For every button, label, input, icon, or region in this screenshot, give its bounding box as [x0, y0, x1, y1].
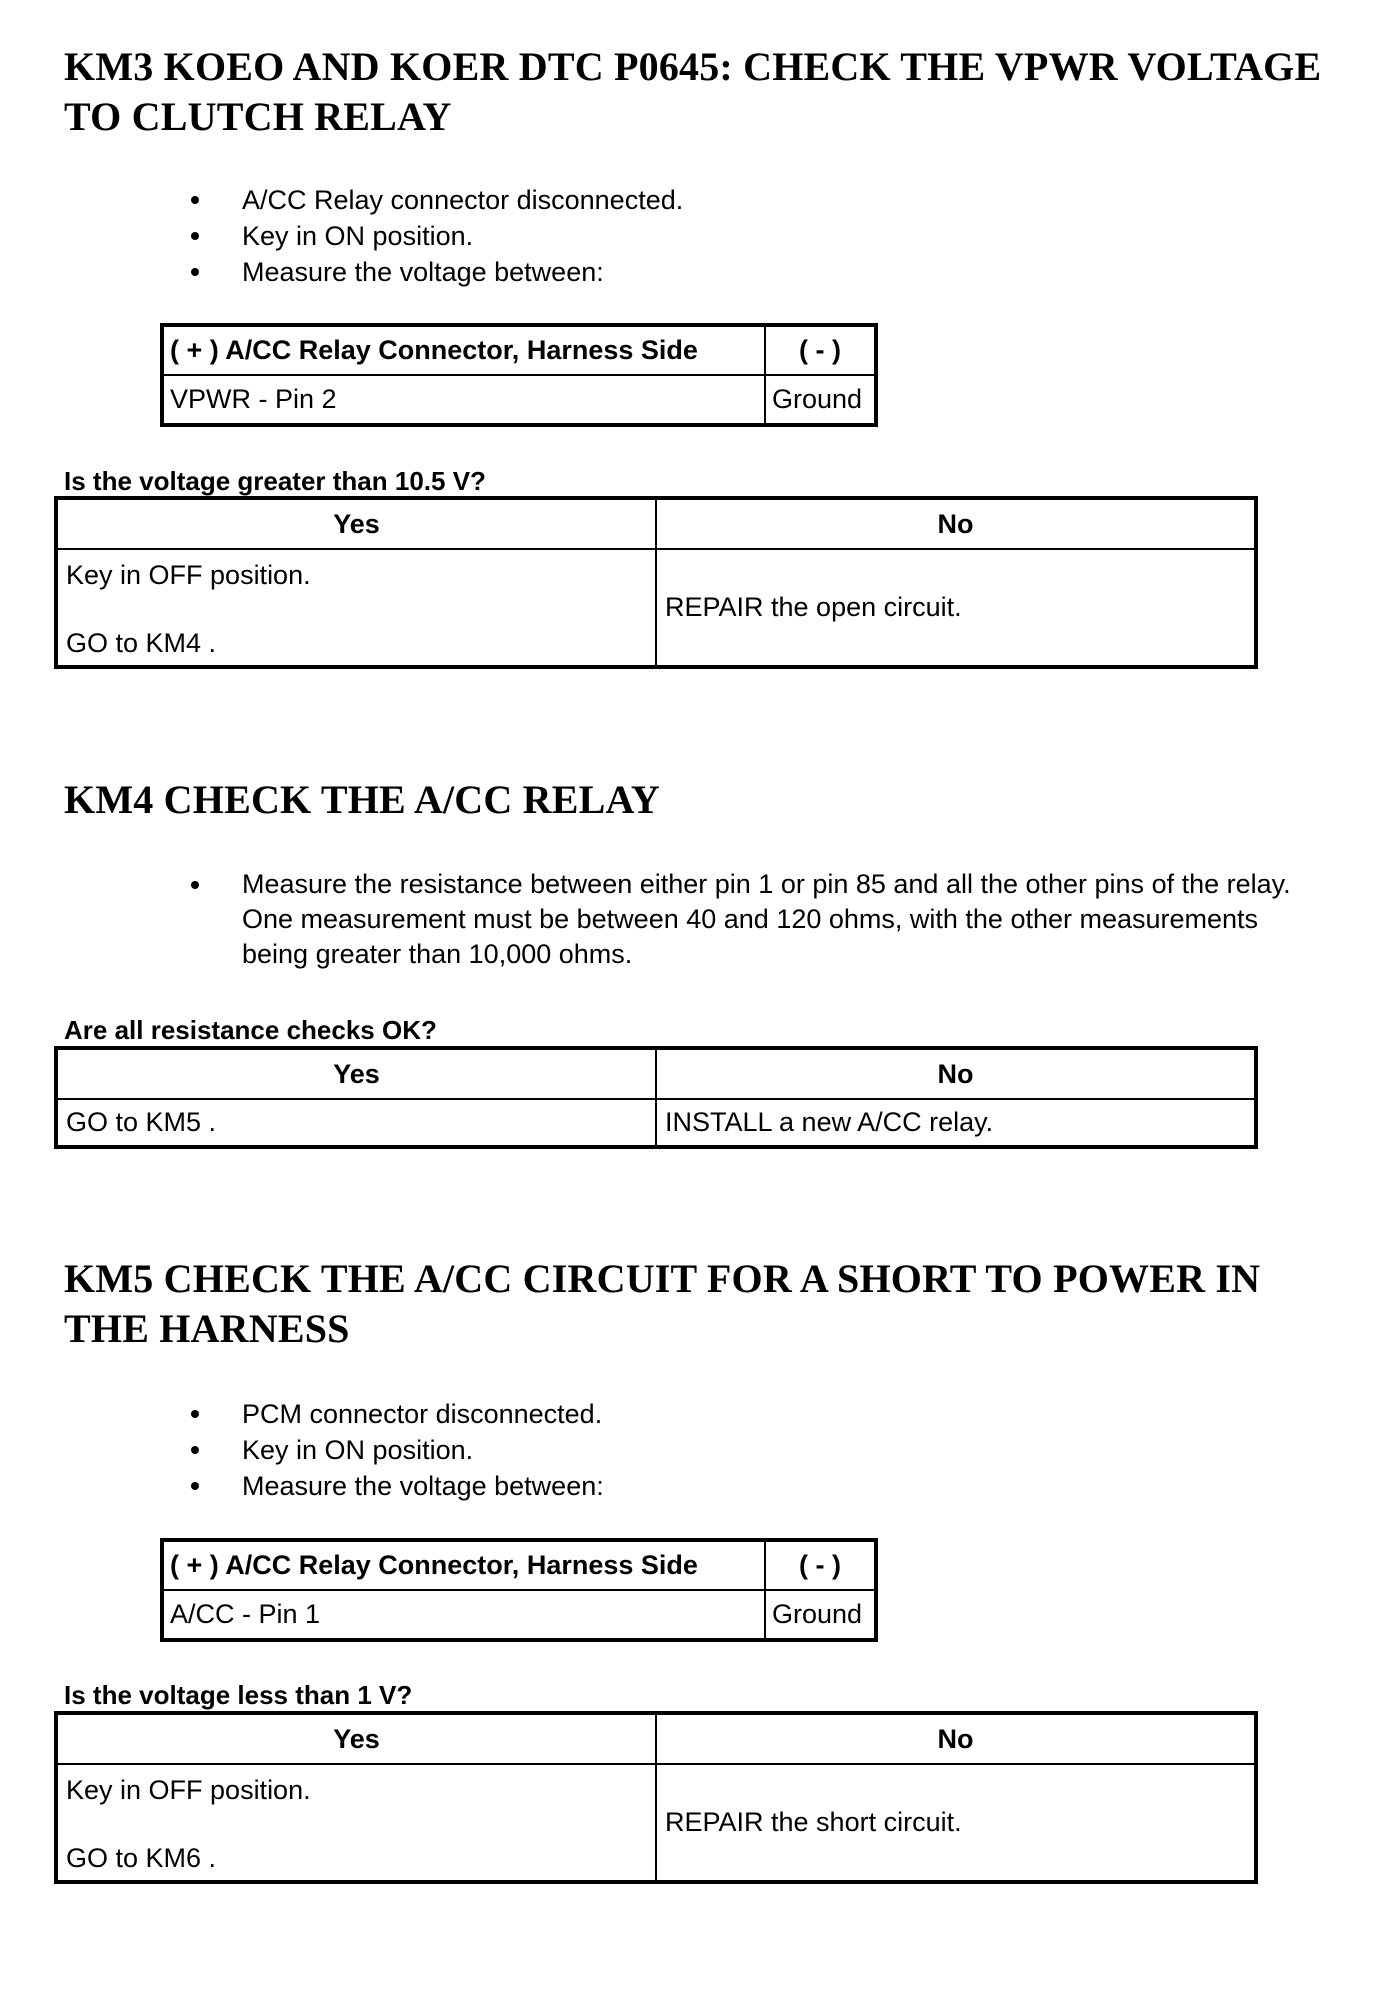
- km3-title: KM3 KOEO AND KOER DTC P0645: CHECK THE VPWR VOLTAGE TO CLUTCH RELAY: [64, 44, 1322, 139]
- yes-cell: [56, 549, 656, 667]
- measurement-positive-value: VPWR - Pin 2: [162, 375, 765, 425]
- yes-line: Key in OFF position.: [66, 1775, 311, 1805]
- km3-decision-table: [54, 496, 1258, 669]
- km5-measurement-table: [160, 1538, 878, 1642]
- km5-bullet-list: [0, 1396, 1332, 1504]
- measurement-negative-value: Ground: [765, 1590, 876, 1640]
- yes-cell: [56, 1764, 656, 1882]
- measurement-negative-value: Ground: [765, 375, 876, 425]
- yes-line: Key in OFF position.: [66, 560, 311, 590]
- measurement-header-positive: ( + ) A/CC Relay Connector, Harness Side: [162, 1540, 765, 1590]
- yes-line: GO to KM4 .: [66, 628, 217, 658]
- km3-measurement-table: [160, 323, 878, 427]
- yes-cell: GO to KM5 .: [56, 1099, 656, 1147]
- list-item: Measure the voltage between:: [0, 1468, 1332, 1504]
- yes-header: Yes: [56, 498, 656, 549]
- km5-title: KM5 CHECK THE A/CC CIRCUIT FOR A SHORT TO POWER IN THE HARNESS: [64, 1256, 1261, 1351]
- no-cell: REPAIR the short circuit.: [656, 1764, 1256, 1882]
- list-item: Key in ON position.: [0, 218, 1332, 254]
- no-header: No: [656, 1048, 1256, 1099]
- list-item: PCM connector disconnected.: [0, 1396, 1332, 1432]
- km3-question: Is the voltage greater than 10.5 V?: [64, 466, 486, 496]
- list-item: A/CC Relay connector disconnected.: [0, 182, 1332, 218]
- km4-title: KM4 CHECK THE A/CC RELAY: [64, 777, 661, 822]
- no-cell: REPAIR the open circuit.: [656, 549, 1256, 667]
- no-cell: INSTALL a new A/CC relay.: [656, 1099, 1256, 1147]
- km3-bullet-list: [0, 182, 1332, 290]
- yes-line: GO to KM6 .: [66, 1843, 217, 1873]
- yes-header: Yes: [56, 1048, 656, 1099]
- measurement-header-negative: ( - ): [765, 1540, 876, 1590]
- list-item: Measure the resistance between either pin 1 or pin 85 and all the other pins of the relay. One measurement must be between 40 and 120 ohms, with the other measurements being greater than 10,000 ohms.: [0, 867, 1322, 972]
- list-item: Key in ON position.: [0, 1432, 1332, 1468]
- no-header: No: [656, 1713, 1256, 1764]
- km4-question: Are all resistance checks OK?: [64, 1015, 437, 1045]
- no-header: No: [656, 498, 1256, 549]
- list-item: Measure the voltage between:: [0, 254, 1332, 290]
- measurement-positive-value: A/CC - Pin 1: [162, 1590, 765, 1640]
- measurement-header-positive: ( + ) A/CC Relay Connector, Harness Side: [162, 325, 765, 375]
- km4-bullet-list: [0, 867, 1322, 972]
- measurement-header-negative: ( - ): [765, 325, 876, 375]
- km4-decision-table: [54, 1046, 1258, 1149]
- km5-decision-table: [54, 1711, 1258, 1884]
- yes-header: Yes: [56, 1713, 656, 1764]
- km5-question: Is the voltage less than 1 V?: [64, 1680, 413, 1710]
